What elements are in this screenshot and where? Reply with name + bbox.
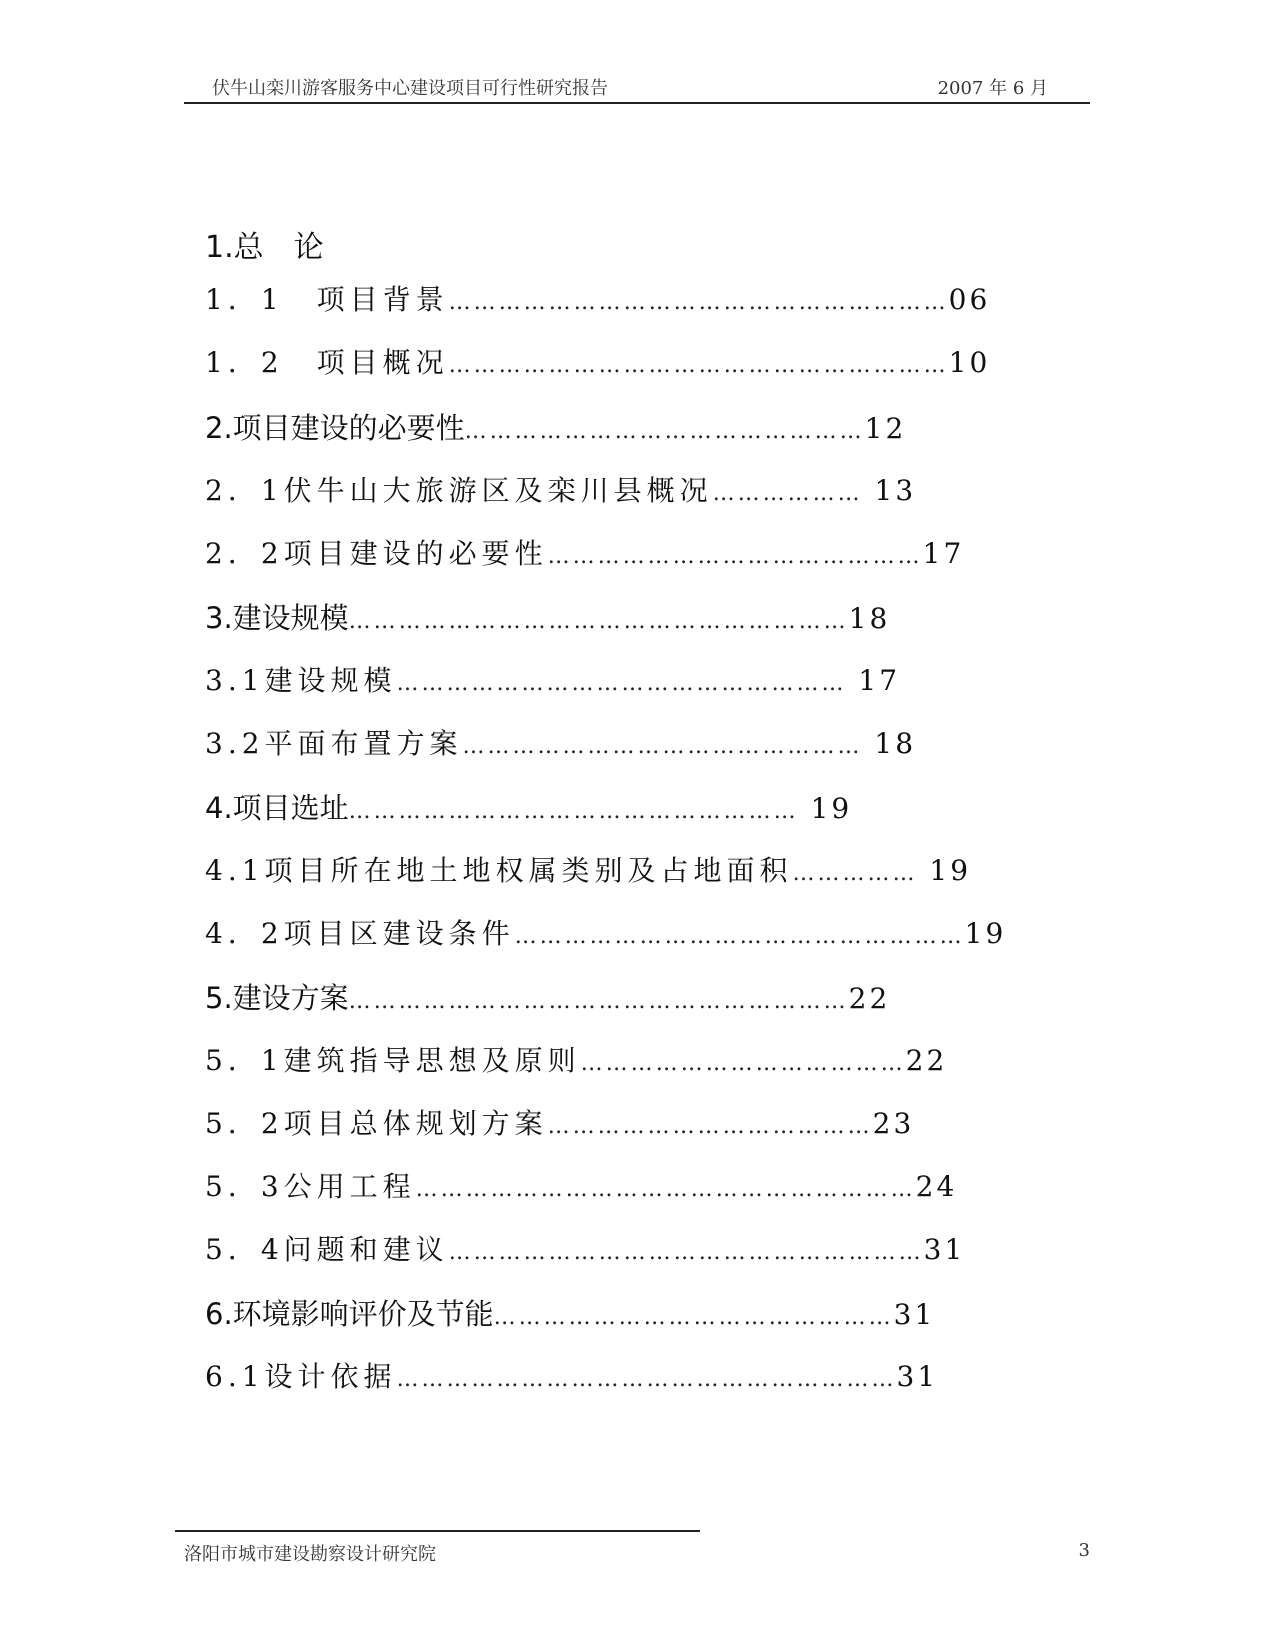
toc-leader-dots: …………………………………………………… xyxy=(396,1367,897,1392)
toc-leader-dots: ………………………………… xyxy=(580,1051,906,1076)
toc-entry-label: 1．1 项目背景 xyxy=(205,283,449,316)
page-footer xyxy=(184,1540,1090,1568)
toc-entry[interactable] xyxy=(205,532,964,576)
toc-entry-label: 3.建设规模 xyxy=(205,601,349,635)
toc-entry-label: 5．3公用工程 xyxy=(205,1170,416,1203)
toc-entry[interactable] xyxy=(205,1039,947,1083)
toc-entry-label: 4．2项目区建设条件 xyxy=(205,917,515,950)
toc-page-number: 17 xyxy=(922,537,965,570)
toc-page-number: 06 xyxy=(948,283,991,316)
toc-entry[interactable] xyxy=(205,912,1006,956)
toc-page-number: 23 xyxy=(872,1107,915,1140)
toc-leader-dots: …………… xyxy=(792,861,918,886)
toc-leader-dots: ……………………………………………… xyxy=(514,924,965,949)
toc-page-number: 17 xyxy=(846,664,901,697)
toc-page-number: 19 xyxy=(917,854,972,887)
toc-entry-label: 6.1设计依据 xyxy=(205,1360,397,1393)
toc-entry-label: 5．4问题和建议 xyxy=(205,1233,449,1266)
toc-page-number: 12 xyxy=(864,412,907,445)
toc-leader-dots: …………………………………………………… xyxy=(348,989,849,1014)
toc-entry-label: 5.建设方案 xyxy=(205,981,349,1015)
toc-entry-label: 1．2 项目概况 xyxy=(205,346,449,379)
toc-entry-label: 3.2平面布置方案 xyxy=(205,727,463,760)
toc-entry[interactable] xyxy=(205,1355,938,1399)
toc-leader-dots: ……………………………………………… xyxy=(396,671,847,696)
toc-chapter-entry[interactable] xyxy=(205,1292,935,1336)
toc-entry-label: 5．1建筑指导思想及原则 xyxy=(205,1044,581,1077)
toc-entry[interactable] xyxy=(205,469,916,513)
document-date: 2007 年 6 月 xyxy=(937,78,1048,99)
toc-page-number: 19 xyxy=(798,792,853,825)
toc-page-number: 18 xyxy=(862,727,917,760)
toc-chapter-entry[interactable] xyxy=(205,596,890,640)
toc-page-number: 22 xyxy=(848,982,891,1015)
toc-entry[interactable] xyxy=(205,1228,965,1272)
toc-entry[interactable] xyxy=(205,849,971,893)
toc-entry-label: 5．2项目总体规划方案 xyxy=(205,1107,548,1140)
toc-leader-dots: ………………………………………………… xyxy=(448,1240,924,1265)
document-title: 伏牛山栾川游客服务中心建设项目可行性研究报告 xyxy=(212,78,608,99)
toc-entry[interactable] xyxy=(205,278,990,322)
toc-leader-dots: …………………………………………………… xyxy=(415,1177,916,1202)
toc-page-number: 10 xyxy=(948,346,991,379)
toc-chapter-entry[interactable] xyxy=(205,976,890,1020)
toc-leader-dots: ………………………………………… xyxy=(462,734,863,759)
toc-page-number: 31 xyxy=(896,1360,939,1393)
toc-leader-dots: ……………… xyxy=(712,481,863,506)
toc-section-heading: 1.总 论 xyxy=(205,230,324,265)
toc-leader-dots: …………………………………………………… xyxy=(448,290,949,315)
toc-page-number: 19 xyxy=(964,917,1007,950)
toc-page-number: 31 xyxy=(893,1298,936,1331)
toc-leader-dots: ………………………………………… xyxy=(493,1305,894,1330)
toc-entry-label: 4.项目选址 xyxy=(205,791,349,825)
organization-name: 洛阳市城市建设勘察设计研究院 xyxy=(184,1544,436,1565)
toc-entry[interactable] xyxy=(205,722,916,766)
toc-entry-label: 2.项目建设的必要性 xyxy=(205,411,465,445)
toc-chapter-entry[interactable] xyxy=(205,406,906,450)
toc-entry-label: 2．2项目建设的必要性 xyxy=(205,537,548,570)
footer-divider xyxy=(175,1530,700,1532)
toc-entry-label: 6.环境影响评价及节能 xyxy=(205,1297,494,1331)
page-header xyxy=(184,72,1090,104)
toc-entry-label: 3.1建设规模 xyxy=(205,664,397,697)
toc-entry-label: 2．1伏牛山大旅游区及栾川县概况 xyxy=(205,474,713,507)
toc-page-number: 18 xyxy=(848,602,891,635)
toc-leader-dots: …………………………………………………… xyxy=(348,609,849,634)
toc-entry-label: 4.1项目所在地土地权属类别及占地面积 xyxy=(205,854,793,887)
toc-chapter-entry[interactable] xyxy=(205,786,852,830)
toc-page-number: 24 xyxy=(915,1170,958,1203)
toc-page-number: 31 xyxy=(923,1233,966,1266)
toc-leader-dots: …………………………………………………… xyxy=(448,353,949,378)
toc-entry[interactable] xyxy=(205,659,900,703)
toc-entry[interactable] xyxy=(205,341,990,385)
toc-leader-dots: ………………………………………… xyxy=(464,419,865,444)
toc-page-number: 13 xyxy=(862,474,917,507)
toc-entry[interactable] xyxy=(205,1165,957,1209)
toc-leader-dots: ………………………………… xyxy=(547,1114,873,1139)
toc-leader-dots: ……………………………………… xyxy=(547,544,923,569)
toc-page-number: 22 xyxy=(905,1044,948,1077)
page-number: 3 xyxy=(1078,1540,1090,1561)
toc-leader-dots: ……………………………………………… xyxy=(348,799,799,824)
toc-entry[interactable] xyxy=(205,1102,914,1146)
